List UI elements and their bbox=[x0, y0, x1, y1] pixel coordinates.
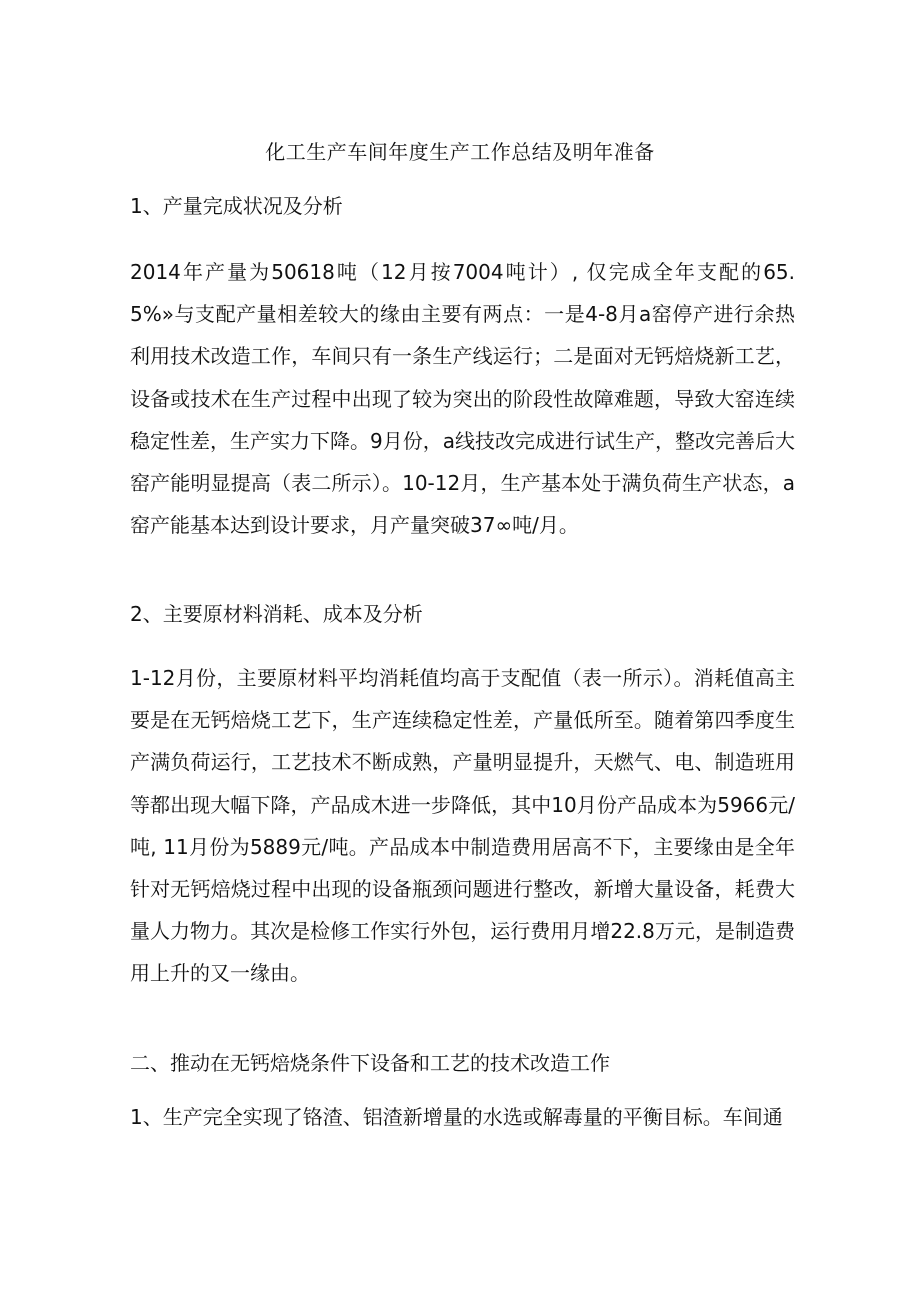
section-1-heading: 1、产量完成状况及分析 bbox=[130, 194, 343, 218]
section-1-paragraph: 2014年产量为50618吨（12月按7004吨计）, 仅完成全年支配的65.5%»与支配产量相差较大的缘由主要有两点：一是4-8月a窑停产进行余热利用技术改造工作，车间只有一条生产线运行；二是面对无钙焙烧新工艺，设备或技术在生产过程中出现了较为突出的阶段性故障难题，导致大窑连续稳定性差，生产实力下降。9月份，a线技改完成进行试生产，整改完善后大窑产能明显提高（表二所示）。10-12月，生产基本处于满负荷生产状态，a窑产能基本达到设计要求，月产量突破37∞吨/月。 bbox=[130, 260, 795, 538]
section-2-paragraph: 1-12月份，主要原材料平均消耗值均高于支配值（表一所示）。消耗值高主要是在无钙焙烧工艺下，生产连续稳定性差，产量低所至。随着第四季度生产满负荷运行，工艺技术不断成熟，产量明显提升，天燃气、电、制造班用等都出现大幅下降，产品成木进一步降低，其中10月份产品成本为5966元/吨, 11月份为5889元/吨。产品成本中制造费用居高不下，主要缘由是全年针对无钙焙烧过程中出现的设备瓶颈问题进行整改，新增大量设备，耗费大量人力物力。其次是检修工作实行外包，运行费用月增22.8万元，是制造费用上升的又一缘由。 bbox=[130, 666, 795, 986]
part-2-item-1: 1、生产完全实现了铬渣、铝渣新增量的水选或解毒量的平衡目标。车间通 bbox=[130, 1105, 783, 1129]
part-2-heading: 二、推动在无钙焙烧条件下设备和工艺的技术改造工作 bbox=[130, 1051, 610, 1075]
document-title: 化工生产车间年度生产工作总结及明年准备 bbox=[265, 140, 655, 164]
section-2-heading: 2、主要原材料消耗、成本及分析 bbox=[130, 602, 423, 626]
